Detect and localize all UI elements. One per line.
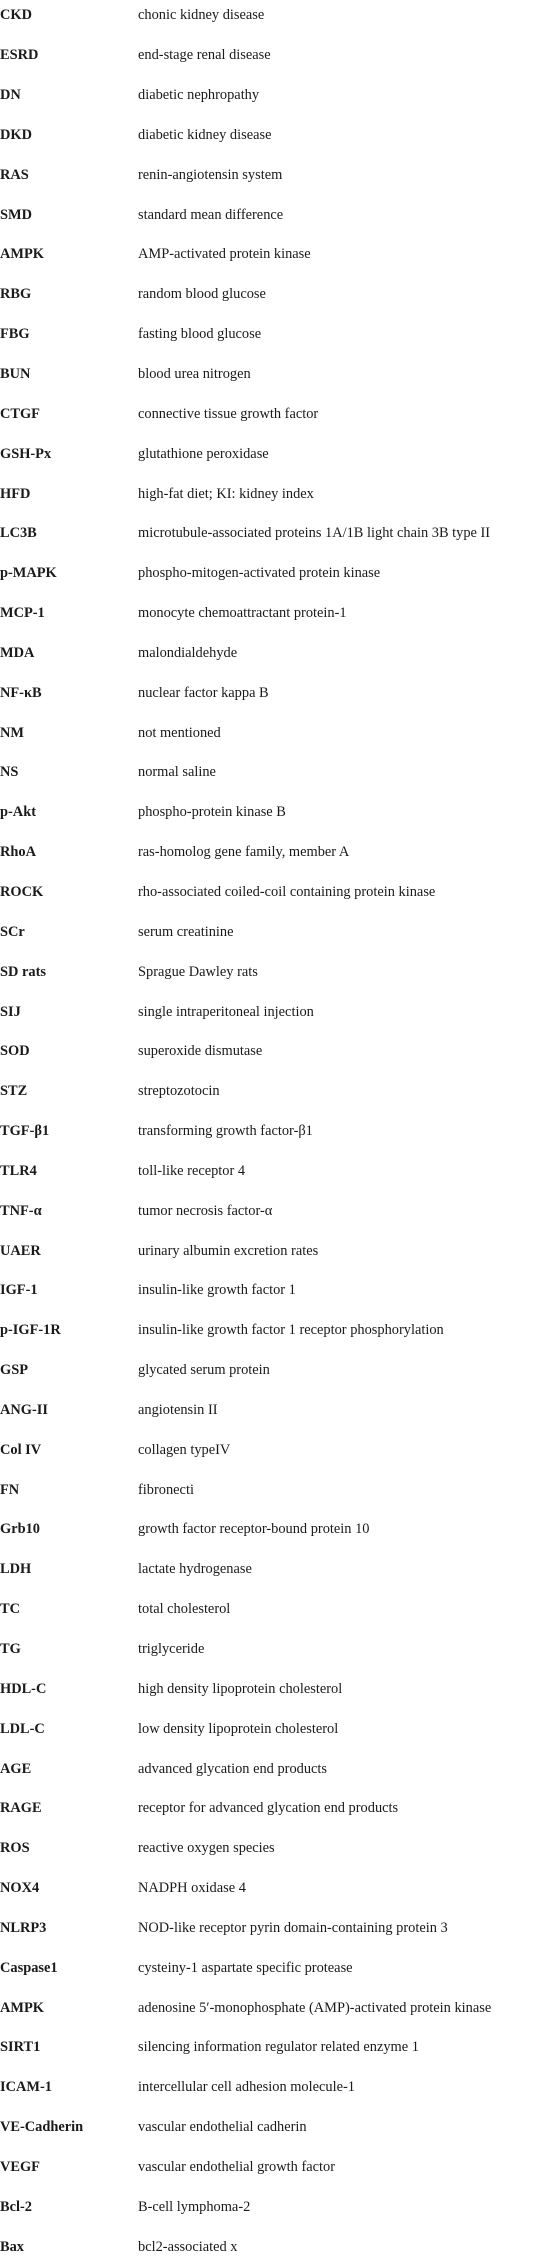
abbreviation-term: MDA — [0, 644, 35, 661]
abbreviation-term: UAER — [0, 1242, 41, 1259]
abbreviation-definition: blood urea nitrogen — [138, 366, 251, 383]
abbreviation-row — [0, 1988, 558, 2028]
abbreviation-row — [0, 1151, 558, 1191]
abbreviation-row — [0, 2028, 558, 2068]
abbreviation-definition: monocyte chemoattractant protein-1 — [138, 605, 347, 622]
abbreviation-definition: random blood glucose — [138, 286, 266, 303]
abbreviation-definition: insulin-like growth factor 1 receptor phosphorylation — [138, 1322, 444, 1339]
abbreviation-term: VE-Cadherin — [0, 2119, 84, 2136]
abbreviation-term: SMD — [0, 206, 32, 223]
abbreviation-term: SD rats — [0, 963, 46, 980]
abbreviation-definition: streptozotocin — [138, 1083, 220, 1100]
abbreviation-term: p-IGF-1R — [0, 1322, 61, 1339]
abbreviation-row — [0, 952, 558, 992]
abbreviation-row — [0, 1430, 558, 1470]
abbreviation-row — [0, 2148, 558, 2188]
abbreviation-definition: microtubule-associated proteins 1A/1B light chain 3B type II — [138, 525, 491, 542]
abbreviation-term: ICAM-1 — [0, 2079, 52, 2096]
abbreviation-term: ROCK — [0, 883, 44, 900]
abbreviation-row — [0, 36, 558, 76]
abbreviation-definition: superoxide dismutase — [138, 1043, 263, 1060]
abbreviation-definition: urinary albumin excretion rates — [138, 1242, 319, 1259]
abbreviation-term: MCP-1 — [0, 605, 45, 622]
abbreviation-row — [0, 474, 558, 514]
abbreviation-row — [0, 1231, 558, 1271]
abbreviation-row — [0, 1630, 558, 1670]
abbreviation-term: TC — [0, 1601, 20, 1618]
abbreviation-term: p-MAPK — [0, 565, 57, 582]
abbreviation-term: SOD — [0, 1043, 30, 1060]
abbreviation-term: SCr — [0, 923, 25, 940]
abbreviation-term: AGE — [0, 1760, 32, 1777]
abbreviation-definition: low density lipoprotein cholesterol — [138, 1720, 339, 1737]
abbreviation-row — [0, 634, 558, 674]
abbreviation-row — [0, 1470, 558, 1510]
abbreviation-row — [0, 873, 558, 913]
abbreviation-term: TNF-α — [0, 1202, 42, 1219]
abbreviation-row — [0, 1669, 558, 1709]
abbreviation-definition: glutathione peroxidase — [138, 445, 269, 462]
abbreviation-row — [0, 2187, 558, 2227]
abbreviation-row — [0, 753, 558, 793]
abbreviation-definition: renin-angiotensin system — [138, 166, 283, 183]
abbreviation-term: NOX4 — [0, 1880, 40, 1897]
abbreviation-row — [0, 514, 558, 554]
abbreviation-definition: toll-like receptor 4 — [138, 1162, 246, 1179]
abbreviation-term: ANG-II — [0, 1401, 48, 1418]
abbreviation-term: RBG — [0, 286, 32, 303]
abbreviation-definition: cysteiny-1 aspartate specific protease — [138, 1959, 353, 1976]
abbreviation-definition: fibronecti — [138, 1481, 194, 1498]
abbreviation-definition: diabetic kidney disease — [138, 126, 272, 143]
abbreviation-definition: Sprague Dawley rats — [138, 963, 258, 980]
abbreviation-term: SIRT1 — [0, 2039, 41, 2056]
abbreviation-row — [0, 1948, 558, 1988]
abbreviation-term: RAS — [0, 166, 29, 183]
abbreviation-term: CTGF — [0, 405, 40, 422]
abbreviation-row — [0, 554, 558, 594]
abbreviation-term: ROS — [0, 1840, 30, 1857]
abbreviation-definition: tumor necrosis factor-α — [138, 1202, 273, 1219]
abbreviation-term: p-Akt — [0, 804, 36, 821]
abbreviation-term: RhoA — [0, 844, 36, 861]
abbreviation-definition: angiotensin II — [138, 1401, 218, 1418]
abbreviation-row — [0, 1709, 558, 1749]
abbreviation-definition: standard mean difference — [138, 206, 284, 223]
abbreviation-term: FBG — [0, 326, 30, 343]
abbreviation-definition: triglyceride — [138, 1641, 205, 1658]
abbreviation-row — [0, 1191, 558, 1231]
abbreviation-row — [0, 713, 558, 753]
abbreviation-term: Caspase1 — [0, 1959, 58, 1976]
abbreviation-definition: advanced glycation end products — [138, 1760, 328, 1777]
abbreviation-term: TGF-β1 — [0, 1123, 50, 1140]
abbreviation-term: Grb10 — [0, 1521, 40, 1538]
abbreviation-definition: connective tissue growth factor — [138, 405, 319, 422]
abbreviation-row — [0, 793, 558, 833]
abbreviation-term: AMPK — [0, 246, 44, 263]
abbreviation-definition: intercellular cell adhesion molecule-1 — [138, 2079, 355, 2096]
abbreviation-definition: malondialdehyde — [138, 644, 238, 661]
abbreviation-row — [0, 1271, 558, 1311]
abbreviation-row — [0, 1032, 558, 1072]
abbreviation-term: DKD — [0, 126, 32, 143]
abbreviation-definition: collagen typeIV — [138, 1441, 231, 1458]
abbreviation-definition: NOD-like receptor pyrin domain-containing protein 3 — [138, 1919, 448, 1936]
abbreviation-row — [0, 315, 558, 355]
abbreviation-definition: end-stage renal disease — [138, 47, 271, 64]
abbreviation-term: STZ — [0, 1083, 28, 1100]
abbreviation-definition: B-cell lymphoma-2 — [138, 2198, 251, 2215]
abbreviation-definition: transforming growth factor-β1 — [138, 1123, 313, 1140]
abbreviation-term: VEGF — [0, 2158, 40, 2175]
abbreviation-row — [0, 275, 558, 315]
abbreviation-term: GSP — [0, 1362, 28, 1379]
abbreviation-row — [0, 2227, 558, 2267]
abbreviation-term: LDH — [0, 1561, 32, 1578]
abbreviation-term: CKD — [0, 7, 32, 24]
abbreviation-definition: single intraperitoneal injection — [138, 1003, 314, 1020]
abbreviation-term: Col IV — [0, 1441, 42, 1458]
abbreviation-row — [0, 833, 558, 873]
abbreviation-term: NF-κB — [0, 684, 42, 701]
abbreviation-definition: high density lipoprotein cholesterol — [138, 1680, 343, 1697]
abbreviation-row — [0, 195, 558, 235]
abbreviation-row — [0, 1391, 558, 1431]
abbreviation-term: TG — [0, 1641, 21, 1658]
abbreviation-row — [0, 434, 558, 474]
abbreviation-row — [0, 116, 558, 156]
abbreviation-definition: diabetic nephropathy — [138, 87, 260, 104]
abbreviation-definition: receptor for advanced glycation end products — [138, 1800, 399, 1817]
abbreviation-row — [0, 1789, 558, 1829]
abbreviation-row — [0, 355, 558, 395]
abbreviation-definition: high-fat diet; KI: kidney index — [138, 485, 314, 502]
abbreviation-term: TLR4 — [0, 1162, 37, 1179]
abbreviation-term: ESRD — [0, 47, 39, 64]
abbreviation-term: FN — [0, 1481, 20, 1498]
abbreviation-row — [0, 1909, 558, 1949]
abbreviation-row — [0, 155, 558, 195]
abbreviation-term: Bax — [0, 2238, 24, 2255]
abbreviation-term: SIJ — [0, 1003, 21, 1020]
abbreviation-definition: normal saline — [138, 764, 216, 781]
abbreviation-term: LDL-C — [0, 1720, 45, 1737]
abbreviation-row — [0, 2068, 558, 2108]
abbreviation-row — [0, 1072, 558, 1112]
abbreviation-row — [0, 1829, 558, 1869]
abbreviation-definition: not mentioned — [138, 724, 221, 741]
abbreviation-row — [0, 2108, 558, 2148]
abbreviation-definition: chonic kidney disease — [138, 7, 265, 24]
abbreviation-definition: vascular endothelial growth factor — [138, 2158, 335, 2175]
abbreviation-definition: phospho-mitogen-activated protein kinase — [138, 565, 381, 582]
abbreviation-definition: rho-associated coiled-coil containing protein kinase — [138, 883, 436, 900]
abbreviation-row — [0, 673, 558, 713]
abbreviation-term: BUN — [0, 366, 31, 383]
abbreviation-definition: lactate hydrogenase — [138, 1561, 252, 1578]
abbreviation-row — [0, 0, 558, 36]
abbreviation-row — [0, 1112, 558, 1152]
abbreviation-row — [0, 1510, 558, 1550]
abbreviation-row — [0, 235, 558, 275]
abbreviation-term: IGF-1 — [0, 1282, 38, 1299]
abbreviation-definition: serum creatinine — [138, 923, 234, 940]
abbreviation-term: NLRP3 — [0, 1919, 47, 1936]
abbreviation-term: NS — [0, 764, 19, 781]
abbreviation-row — [0, 1351, 558, 1391]
abbreviation-row — [0, 1311, 558, 1351]
abbreviation-row — [0, 992, 558, 1032]
abbreviation-term: Bcl-2 — [0, 2198, 32, 2215]
abbreviation-definition: vascular endothelial cadherin — [138, 2119, 307, 2136]
abbreviation-definition: total cholesterol — [138, 1601, 231, 1618]
abbreviation-row — [0, 1590, 558, 1630]
abbreviation-definition: growth factor receptor-bound protein 10 — [138, 1521, 370, 1538]
abbreviation-row — [0, 76, 558, 116]
abbreviation-term: GSH-Px — [0, 445, 52, 462]
abbreviation-term: NM — [0, 724, 24, 741]
abbreviation-row — [0, 1749, 558, 1789]
abbreviation-term: AMPK — [0, 1999, 44, 2016]
abbreviation-definition: glycated serum protein — [138, 1362, 270, 1379]
abbreviation-definition: nuclear factor kappa B — [138, 684, 269, 701]
abbreviation-definition: insulin-like growth factor 1 — [138, 1282, 296, 1299]
abbreviation-row — [0, 594, 558, 634]
abbreviation-definition: adenosine 5′-monophosphate (AMP)-activated protein kinase — [138, 1999, 492, 2016]
abbreviation-definition: NADPH oxidase 4 — [138, 1880, 246, 1897]
abbreviation-row — [0, 1869, 558, 1909]
abbreviation-row — [0, 1550, 558, 1590]
abbreviation-definition: bcl2-associated x — [138, 2238, 238, 2255]
abbreviation-term: HFD — [0, 485, 31, 502]
abbreviation-definition: silencing information regulator related enzyme 1 — [138, 2039, 419, 2056]
abbreviation-term: LC3B — [0, 525, 37, 542]
abbreviation-row — [0, 912, 558, 952]
abbreviation-definition: ras-homolog gene family, member A — [138, 844, 350, 861]
abbreviation-row — [0, 394, 558, 434]
abbreviation-definition: fasting blood glucose — [138, 326, 262, 343]
abbreviation-term: RAGE — [0, 1800, 42, 1817]
abbreviation-term: HDL-C — [0, 1680, 47, 1697]
abbreviation-term: DN — [0, 87, 21, 104]
abbreviation-definition: phospho-protein kinase B — [138, 804, 286, 821]
abbreviation-definition: reactive oxygen species — [138, 1840, 275, 1857]
abbreviation-definition: AMP-activated protein kinase — [138, 246, 311, 263]
